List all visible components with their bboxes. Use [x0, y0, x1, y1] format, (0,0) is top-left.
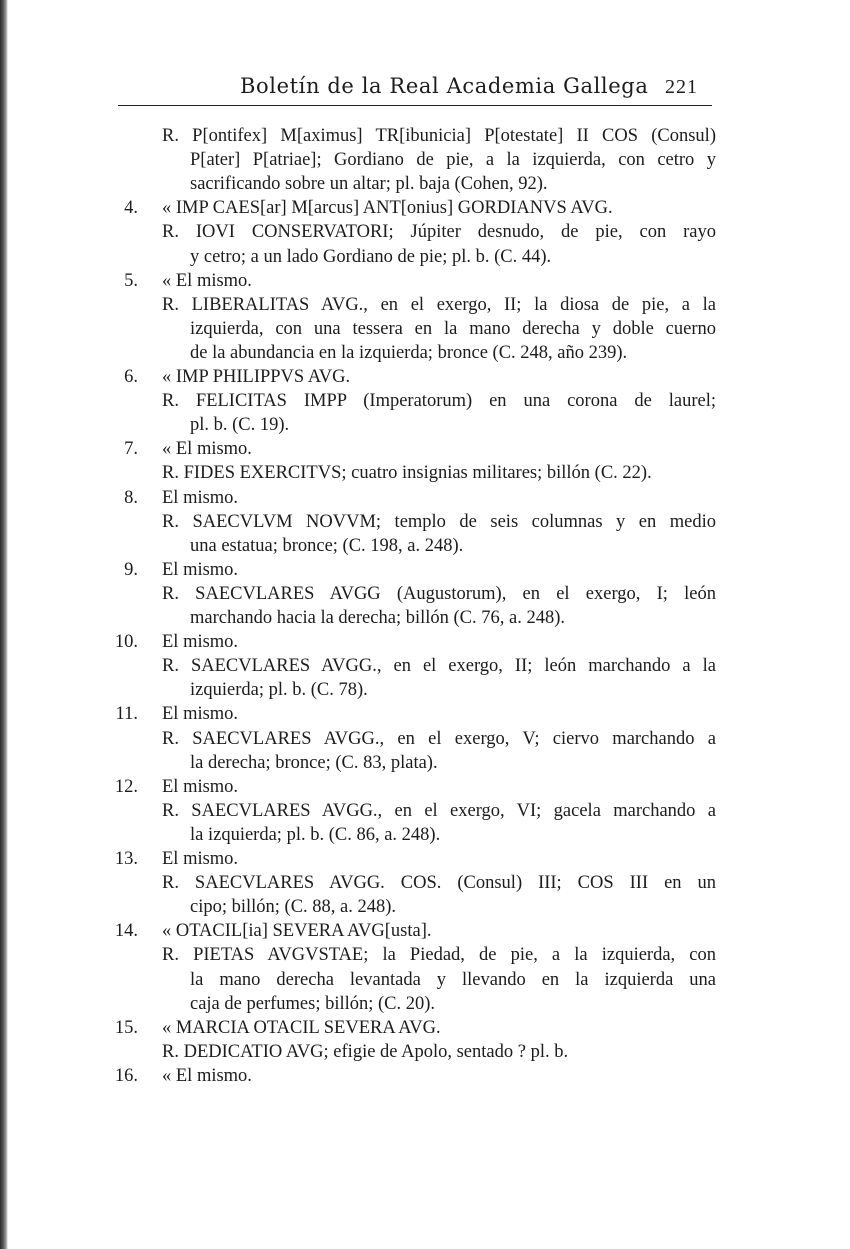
reverse-description-line: R. LIBERALITAS AVG., en el exergo, II; la diosa de pie, a la	[162, 294, 716, 315]
reverse-description-line: R. FELICITAS IMPP (Imperatorum) en una corona de laurel;	[162, 391, 716, 412]
reverse-description-line: R. FIDES EXERCITVS; cuatro insignias militares; billón (C. 22).	[162, 463, 652, 484]
entry-text-line: la mano derecha levantada y llevando en la izquierda una	[190, 969, 716, 990]
reverse-description-line: R. SAECVLARES AVGG. COS. (Consul) III; COS III en un	[162, 873, 716, 894]
entry-text-line: sacrificando sobre un altar; pl. baja (Cohen, 92).	[190, 174, 548, 195]
entry-number: 16.	[114, 1065, 138, 1086]
entry-number: 7.	[124, 439, 138, 460]
reverse-description-line: R. IOVI CONSERVATORI; Júpiter desnudo, de pie, con rayo	[162, 222, 716, 243]
entry-text-line: cipo; billón; (C. 88, a. 248).	[190, 897, 397, 918]
running-header	[118, 74, 698, 104]
reverse-description-line: R. DEDICATIO AVG; efigie de Apolo, sentado ? pl. b.	[162, 1041, 569, 1062]
page-binding-edge	[0, 0, 8, 1249]
entry-text-line: P[ater] P[atriae]; Gordiano de pie, a la izquierda, con cetro y	[190, 150, 716, 171]
reverse-description-line: R. SAECVLARES AVGG., en el exergo, VI; gacela marchando a	[162, 800, 716, 821]
entry-number: 11.	[115, 704, 138, 725]
reverse-description-line: R. PIETAS AVGVSTAE; la Piedad, de pie, a la izquierda, con	[162, 945, 716, 966]
entry-number: 8.	[124, 487, 138, 508]
header-rule	[118, 105, 712, 106]
entry-number: 9.	[124, 559, 138, 580]
entry-text-line: El mismo.	[162, 632, 239, 653]
journal-title: Boletín de la Real Academia Gallega	[240, 74, 649, 98]
entry-number: 15.	[114, 1017, 138, 1038]
entry-number: 4.	[124, 198, 138, 219]
entry-text-line: « El mismo.	[162, 270, 252, 291]
entry-text-line: izquierda, con una tessera en la mano derecha y doble cuerno	[190, 318, 716, 339]
entry-text-line: la izquierda; pl. b. (C. 86, a. 248).	[190, 824, 441, 845]
entry-text-line: « MARCIA OTACIL SEVERA AVG.	[162, 1017, 441, 1038]
reverse-description-line: R. SAECVLARES AVGG (Augustorum), en el exergo, I; león	[162, 583, 716, 604]
entry-text-line: izquierda; pl. b. (C. 78).	[190, 680, 368, 701]
entry-number: 10.	[114, 632, 138, 653]
page-number: 221	[665, 76, 698, 98]
entry-number: 12.	[114, 776, 138, 797]
entry-number: 13.	[114, 849, 138, 869]
entry-number: 14.	[114, 921, 138, 942]
entry-text-line: El mismo.	[162, 776, 239, 797]
entry-number: 6.	[124, 367, 138, 387]
entry-text-line: pl. b. (C. 19).	[190, 415, 290, 436]
entry-text-line: El mismo.	[162, 487, 239, 508]
entry-text-line: El mismo.	[162, 849, 239, 869]
reverse-description-line: R. SAECVLARES AVGG., en el exergo, II; león marchando a la	[162, 656, 716, 677]
entry-text-line: El mismo.	[162, 559, 239, 580]
entry-text-line: marchando hacia la derecha; billón (C. 76, a. 248).	[190, 608, 565, 628]
reverse-description-line: R. SAECVLARES AVGG., en el exergo, V; ciervo marchando a	[162, 728, 716, 749]
entry-text-line: de la abundancia en la izquierda; bronce (C. 248, año 239).	[190, 342, 628, 363]
entry-text-line: « El mismo.	[162, 439, 252, 460]
reverse-description-line: R. SAECVLVM NOVVM; templo de seis columnas y en medio	[162, 511, 716, 532]
entry-text-line: « IMP PHILIPPVS AVG.	[162, 367, 351, 387]
entry-text-line: « El mismo.	[162, 1065, 252, 1086]
entry-text-line: una estatua; bronce; (C. 198, a. 248).	[190, 535, 464, 556]
entry-text-line: El mismo.	[162, 704, 239, 725]
entry-text-line: « OTACIL[ia] SEVERA AVG[usta].	[162, 921, 432, 942]
entry-text-line: y cetro; a un lado Gordiano de pie; pl. b. (C. 44).	[190, 246, 552, 267]
reverse-description-line: R. P[ontifex] M[aximus] TR[ibunicia] P[otestate] II COS (Consul)	[162, 126, 716, 146]
entry-text-line: caja de perfumes; billón; (C. 20).	[190, 993, 436, 1014]
entry-text-line: « IMP CAES[ar] M[arcus] ANT[onius] GORDIANVS AVG.	[162, 198, 613, 219]
entry-number: 5.	[124, 270, 138, 291]
entry-text-line: la derecha; bronce; (C. 83, plata).	[190, 752, 438, 773]
